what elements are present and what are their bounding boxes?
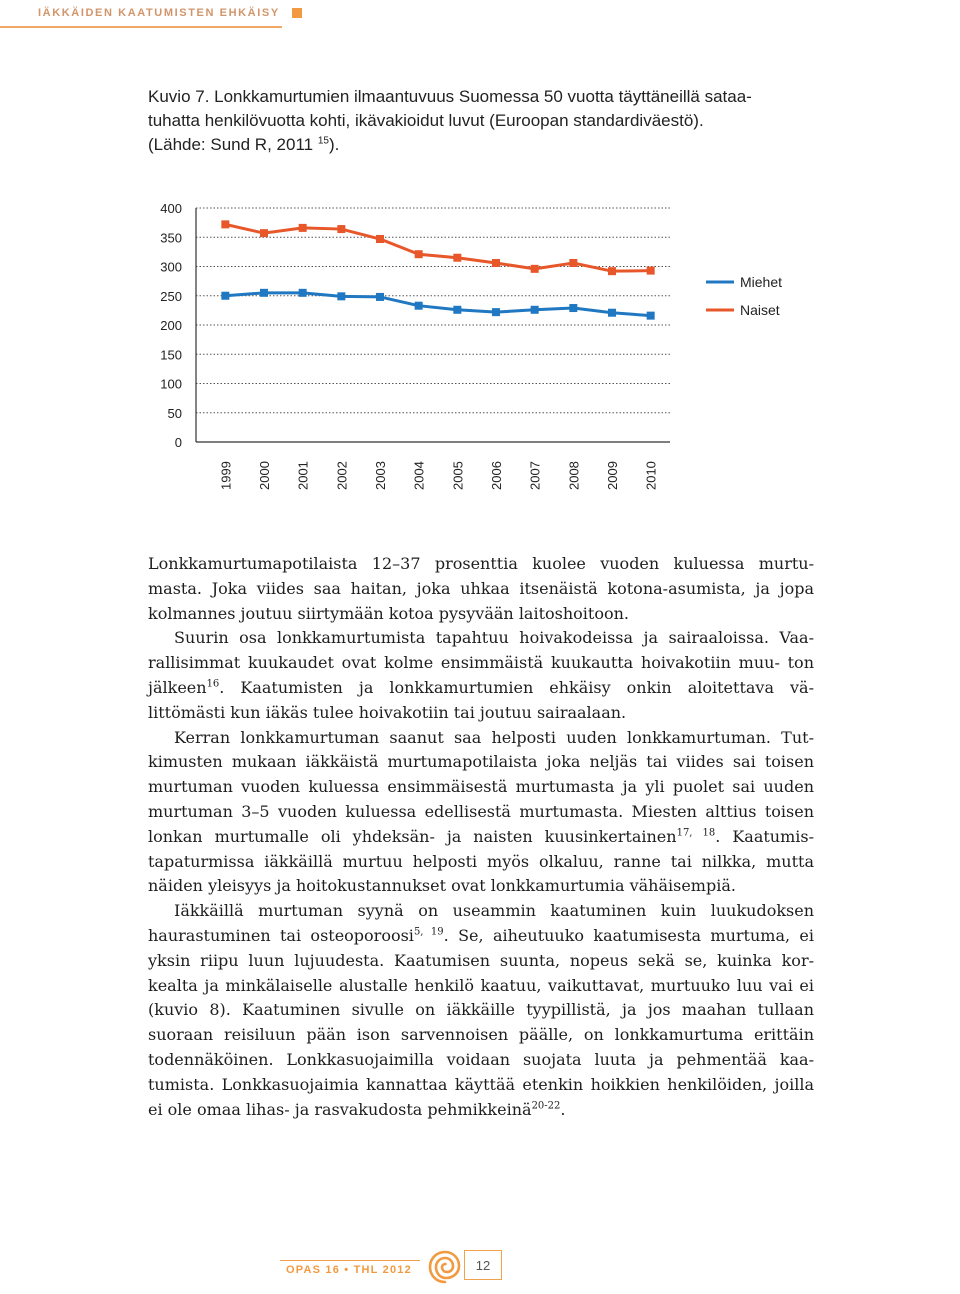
running-header (0, 0, 302, 26)
text-line: suoraan reisiluun pään ison sarvennoisen päälle, on lonkkamurtuma erittäin (148, 1025, 814, 1045)
caption-source (148, 133, 818, 157)
reference-5-19: 5, 19 (413, 926, 444, 938)
reference-17-18: 17, 18 (676, 827, 716, 839)
text-line: . Kaatumisten ja lonkkamurtumien ehkäisy onkin aloitettava vä- (219, 677, 814, 697)
text-line: yksin riipu luun lujuudesta. Kaatumisen suunta, nopeus sekä se, kuinka kor- (148, 950, 814, 970)
paragraph-2 (148, 626, 814, 725)
y-tick-label: 200 (160, 318, 182, 333)
y-tick-label: 50 (167, 405, 182, 421)
text-line: murtuman vuoden kuluessa ensimmäisestä murtumasta ja yli puolet sai uuden (148, 777, 814, 797)
reference-16: 16 (206, 678, 220, 690)
x-tick-label: 2003 (373, 461, 388, 490)
x-tick-label: 2007 (527, 461, 543, 490)
y-tick-label: 350 (160, 230, 182, 246)
text-line: joilla ei ole omaa lihas- ja rasvakudosta pehmikkeinä (148, 1074, 814, 1119)
x-tick-label: 2004 (411, 461, 427, 490)
text-line: rallisimmat kuukaudet ovat kolme ensimmäistä kuukautta hoivakotiin muu- (148, 653, 780, 673)
text-line: murtuman 3–5 vuoden kuluessa edellisestä murtumasta. Miesten alttius toisen (148, 801, 814, 821)
data-point (492, 308, 500, 316)
paragraph-1 (148, 552, 814, 626)
data-point (647, 312, 655, 320)
text-line: todennäköinen. Lonkkasuojaimilla voidaan suojata luuta ja pehmentää kaa- (148, 1049, 814, 1069)
text-line: haurastuminen tai osteoporoosi (148, 925, 414, 945)
data-point (492, 259, 500, 267)
data-point (260, 289, 268, 297)
x-tick-label: 2002 (334, 461, 350, 490)
data-point (376, 293, 384, 301)
header-rule (0, 26, 282, 28)
footer-rule (280, 1260, 420, 1261)
text-line: . Se, aiheutuuko kaatumisesta murtuma, ei (443, 925, 815, 945)
caption-source-suffix: ). (328, 135, 340, 154)
running-header-title: IÄKKÄIDEN KAATUMISTEN EHKÄISY (38, 7, 280, 19)
paragraph-3 (148, 726, 814, 900)
caption-source-text: (Lähde: Sund R, 2011 (148, 135, 314, 154)
data-point (221, 220, 229, 228)
text-line: kealta ja minkälaiselle alustalle henkilö kaatuu, vaikuttavat, murtuuko luu vai (148, 975, 793, 995)
y-tick-label: 300 (160, 259, 182, 275)
text-line: ei (kuvio 8). Kaatuminen sivulle on iäkkäille tyypillistä, ja jos maahan tullaan (148, 975, 815, 1020)
x-tick-label: 2000 (257, 461, 272, 490)
y-tick-label: 400 (160, 201, 182, 216)
legend-label: Naiset (740, 302, 780, 318)
data-point (608, 309, 616, 317)
y-tick-label: 250 (160, 288, 182, 304)
data-point (608, 267, 616, 275)
footer-text: OPAS 16 • THL 2012 (286, 1264, 412, 1276)
x-tick-label: 2005 (450, 461, 466, 490)
data-point (337, 292, 345, 300)
paragraph-4 (148, 899, 814, 1122)
data-point (453, 306, 461, 314)
figure-caption (148, 85, 818, 157)
x-tick-label: 2009 (605, 461, 620, 490)
body-text (148, 552, 814, 1122)
header-square-icon (292, 8, 302, 18)
thl-spiral-logo-icon (426, 1248, 464, 1286)
series-line-naiset (225, 224, 650, 271)
data-point (299, 289, 307, 297)
text-line: Kerran lonkkamurtuman saanut saa helposti uuden lonkkamurtuman. Tut- (174, 727, 814, 747)
text-line: . Kaatumis- (715, 826, 815, 846)
text-line: Suurin osa lonkkamurtumista tapahtuu hoivakodeissa ja sairaaloissa. Vaa- (174, 628, 814, 648)
caption-line-1: Kuvio 7. Lonkkamurtumien ilmaantuvuus Suomessa 50 vuotta täyttäneillä sataa- (148, 87, 752, 106)
data-point (647, 267, 655, 275)
text-line: masta. Joka viides saa haitan, joka uhkaa itsenäistä kotona-asumista, ja jopa (148, 578, 814, 598)
data-point (415, 302, 423, 310)
data-point (415, 250, 423, 258)
text-line: littömästi kun iäkäs tulee hoivakotiin tai joutuu sairaalaan. (148, 702, 627, 722)
data-point (376, 235, 384, 243)
data-point (260, 229, 268, 237)
data-point (531, 306, 539, 314)
x-tick-label: 1999 (218, 461, 234, 490)
text-line: tapaturmissa iäkkäillä murtuu helposti myös olkaluu, ranne tai nilkka, mutta (148, 851, 814, 871)
data-point (221, 292, 229, 300)
reference-20-22: 20-22 (531, 1100, 561, 1112)
data-point (299, 224, 307, 232)
caption-source-ref: 15 (317, 135, 329, 147)
text-line: tumista. Lonkkasuojaimia kannattaa käyttää etenkin hoikkien henkilöiden, (148, 1074, 768, 1094)
text-line: ton jälkeen (148, 653, 814, 697)
x-tick-label: 2001 (295, 461, 311, 490)
text-line: näiden yleisyys ja hoitokustannukset ovat lonkkamurtumia vähäisempiä. (148, 876, 736, 896)
x-tick-label: 2008 (566, 461, 582, 490)
x-tick-label: 2010 (643, 461, 659, 490)
text-line: Lonkkamurtumapotilaista 12–37 prosenttia kuolee vuoden kuluessa murtu- (148, 554, 814, 573)
page-number: 12 (464, 1250, 502, 1280)
data-point (453, 254, 461, 262)
data-point (569, 259, 577, 267)
text-line: Iäkkäillä murtuman syynä on useammin kaatuminen kuin luukudoksen (174, 901, 814, 921)
text-line: kimusten mukaan iäkkäistä murtumapotilaista joka neljäs tai viides sai toisen (148, 752, 814, 772)
data-point (337, 225, 345, 233)
incidence-line-chart (150, 190, 810, 510)
data-point (531, 265, 539, 273)
text-line: lonkan murtumalle oli yhdeksän- ja naisten kuusinkertainen (148, 826, 677, 846)
data-point (569, 304, 577, 312)
x-tick-label: 2006 (489, 461, 504, 490)
text-line: . (560, 1099, 566, 1119)
legend-label: Miehet (740, 274, 783, 290)
text-line: kolmannes joutuu siirtymään kotoa pysyvään laitoshoitoon. (148, 603, 629, 623)
caption-line-2: tuhatta henkilövuotta kohti, ikävakioidut luvut (Euroopan standardiväestö). (148, 111, 704, 130)
y-tick-label: 100 (160, 376, 182, 392)
y-tick-label: 150 (160, 347, 182, 363)
y-tick-label: 0 (174, 435, 182, 450)
